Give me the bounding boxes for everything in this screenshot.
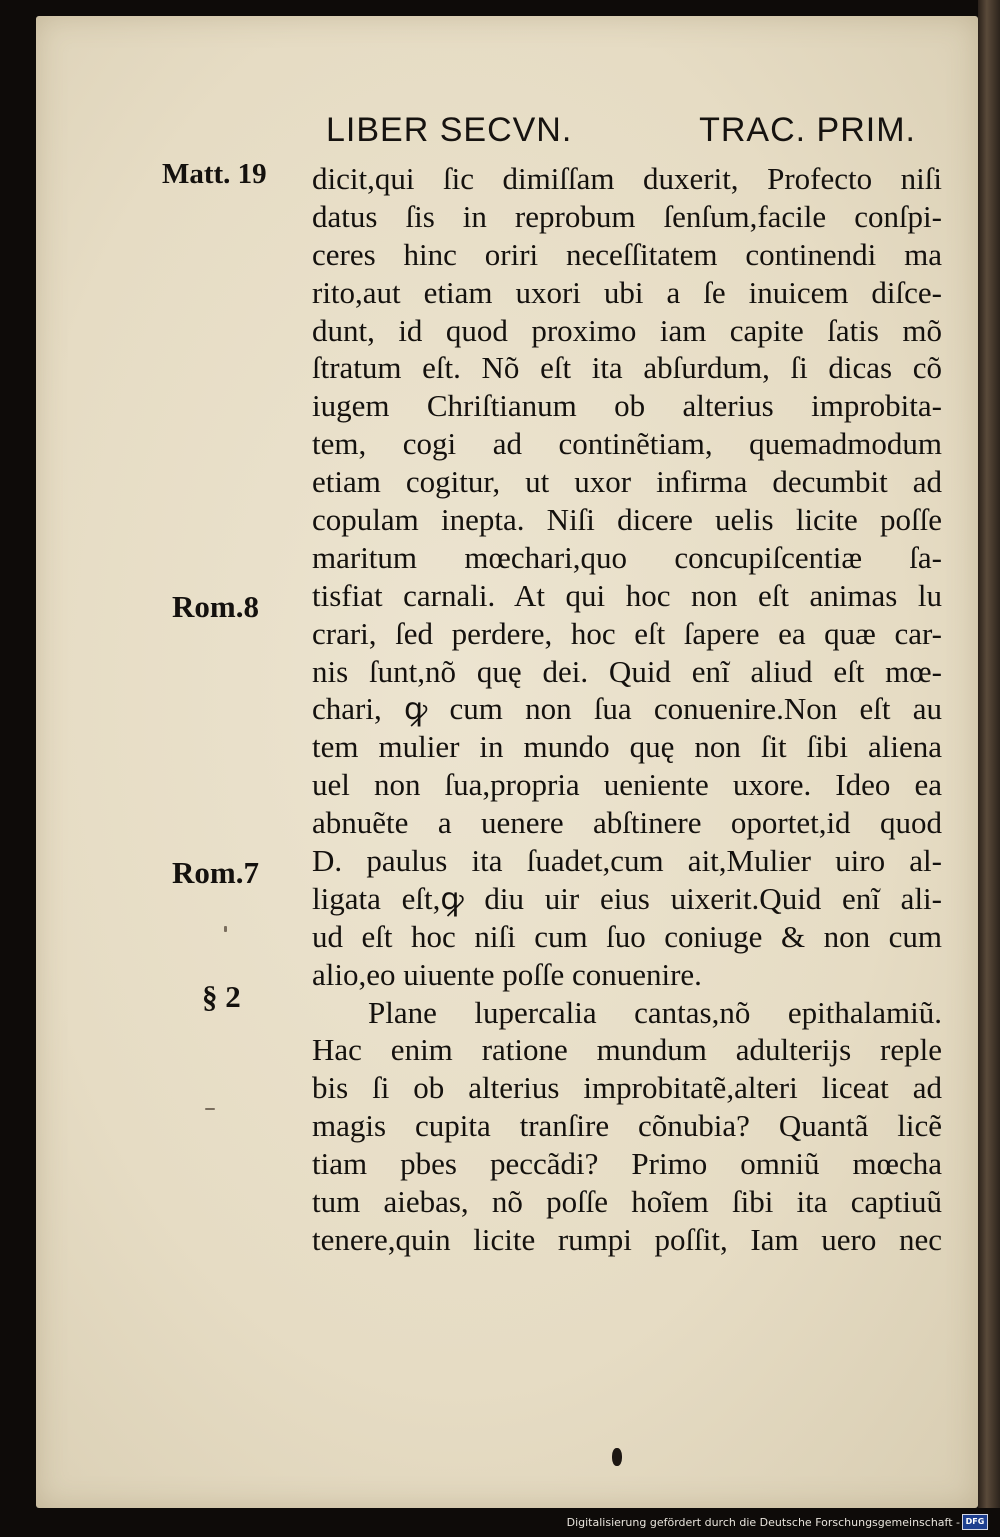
text-line: crari, ſed perdere, hoc eſt ſapere ea quæ car- xyxy=(312,615,942,651)
text-line: tem, cogi ad continẽtiam, quemadmodum xyxy=(312,426,942,462)
text-line: tum aiebas, nõ poſſe hoĩem ſibi ita captiuũ xyxy=(312,1184,942,1220)
margin-speck xyxy=(224,926,227,932)
running-head-right: TRAC. PRIM. xyxy=(699,110,916,149)
text-line: uel non ſua,propria ueniente uxore. Ideo ea xyxy=(312,767,942,803)
text-line: dicit,qui ſic dimiſſam duxerit, Profecto niſi xyxy=(312,161,942,196)
text-line: tisfiat carnali. At qui hoc non eſt animas lu xyxy=(312,577,942,613)
text-line: ligata eſt,ꝙ diu uir eius uixerit.Quid enĩ ali- xyxy=(312,880,942,916)
text-line: alio,eo uiuente poſſe conuenire. xyxy=(312,956,702,992)
text-line: magis cupita tranſire cõnubia? Quantã licẽ xyxy=(312,1108,942,1144)
margin-note-rom7: Rom.7 xyxy=(172,855,259,890)
margin-speck xyxy=(205,1108,215,1110)
text-line: nis ſunt,nõ quę dei. Quid enĩ aliud eſt mœ- xyxy=(312,653,942,689)
text-line: bis ſi ob alterius improbitatẽ,alteri liceat ad xyxy=(312,1070,942,1106)
text-line-paragraph-start: Plane lupercalia cantas,nõ epithalamiũ. xyxy=(368,994,942,1030)
text-line: chari, ꝙ cum non ſua conuenire.Non eſt au xyxy=(312,691,942,727)
dfg-logo: DFG xyxy=(962,1514,988,1530)
text-line: ud eſt hoc niſi cum ſuo coniuge & non cum xyxy=(312,918,942,954)
text-line: D. paulus ita ſuadet,cum ait,Mulier uiro al- xyxy=(312,843,942,879)
margin-note-matt: Matt. 19 xyxy=(162,158,267,190)
ink-blot xyxy=(612,1448,622,1466)
text-line: tiam pbes peccãdi? Primo omniũ mœcha xyxy=(312,1146,942,1182)
text-line: dunt, id quod proximo iam capite ſatis mõ xyxy=(312,312,942,348)
margin-note-rom8: Rom.8 xyxy=(172,589,259,624)
text-line: ceres hinc oriri neceſſitatem continendi ma xyxy=(312,236,942,272)
text-line: tenere,quin licite rumpi poſſit, Iam uero nec xyxy=(312,1221,942,1257)
text-line: datus ſis in reprobum ſenſum,facile conſpi- xyxy=(312,198,942,234)
text-line: tem mulier in mundo quę non ſit ſibi aliena xyxy=(312,729,942,765)
text-line: abnuẽte a uenere abſtinere oportet,id quod xyxy=(312,805,942,841)
book-binding-edge xyxy=(978,0,1000,1537)
text-line: Hac enim ratione mundum adulterijs reple xyxy=(312,1032,942,1068)
text-line: rito,aut etiam uxori ubi a ſe inuicem diſce- xyxy=(312,274,942,310)
text-line: ſtratum eſt. Nõ eſt ita abſurdum, ſi dicas cõ xyxy=(312,350,942,386)
running-head-left: LIBER SECVN. xyxy=(326,110,573,149)
margin-note-section: § 2 xyxy=(202,979,241,1014)
funding-credit: Digitalisierung gefördert durch die Deutsche Forschungsgemeinschaft - xyxy=(566,1516,960,1529)
main-text-block xyxy=(312,160,942,1259)
text-line: iugem Chriſtianum ob alterius improbita- xyxy=(312,388,942,424)
text-line: etiam cogitur, ut uxor infirma decumbit ad xyxy=(312,464,942,500)
running-head xyxy=(326,106,916,154)
text-line: maritum mœchari,quo concupiſcentiæ ſa- xyxy=(312,539,942,575)
text-line: copulam inepta. Niſi dicere uelis licite poſſe xyxy=(312,502,942,538)
